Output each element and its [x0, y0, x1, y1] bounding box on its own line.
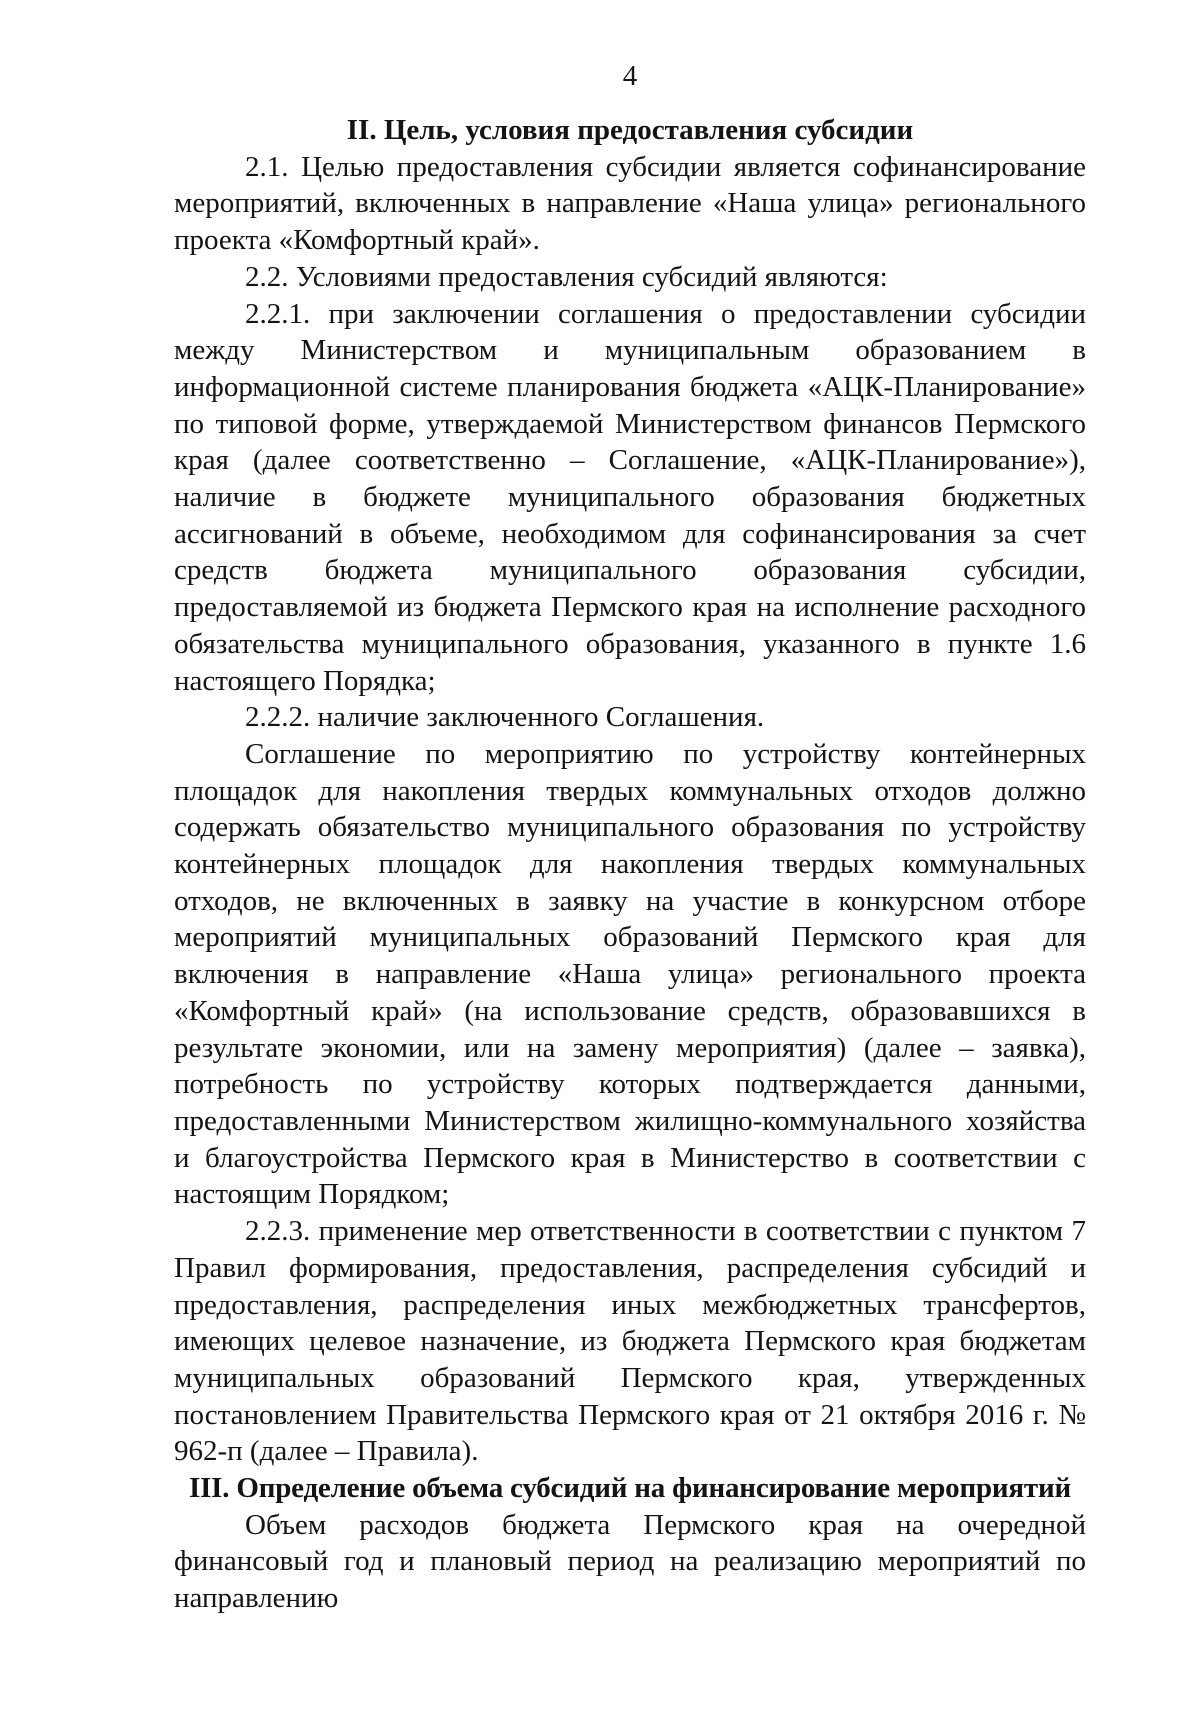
- paragraph-2-2-1: 2.2.1. при заключении соглашения о предоставлении субсидии между Министерством и муниципальным образованием в информационной системе планирования бюджета «АЦК-Планирование» по типовой форме, утверждаемой Министерством финансов Пермского края (далее соответственно – Соглашение, «АЦК-Планирование»), наличие в бюджете муниципального образования бюджетных ассигнований в объеме, необходимом для софинансирования за счет средств бюджета муниципального образования субсидии, предоставляемой из бюджета Пермского края на исполнение расходного обязательства муниципального образования, указанного в пункте 1.6 настоящего Порядка;: [174, 297, 1086, 697]
- page-number: 4: [622, 60, 638, 92]
- section-2-heading: II. Цель, условия предоставления субсидии: [346, 114, 914, 146]
- paragraph-2-2-3: 2.2.3. применение мер ответственности в соответствии с пунктом 7 Правил формирования, предоставления, распределения субсидий и предоставления, распределения иных межбюджетных трансфертов, имеющих целевое назначение, из бюджета Пермского края бюджетам муниципальных образований Пермского края, утвержденных постановлением Правительства Пермского края от 21 октября 2016 г. № 962-п (далее – Правила).: [174, 1215, 1086, 1468]
- document-body: [174, 112, 1086, 1617]
- paragraph-3-intro: Объем расходов бюджета Пермского края на очередной финансовый год и плановый период на реализацию мероприятий по направлению: [174, 1508, 1086, 1615]
- paragraph-agreement-obligation: Соглашение по мероприятию по устройству контейнерных площадок для накопления твердых коммунальных отходов должно содержать обязательство муниципального образования по устройству контейнерных площадок для накопления твердых коммунальных отходов, не включенных в заявку на участие в конкурсном отборе мероприятий муниципальных образований Пермского края для включения в направление «Наша улица» регионального проекта «Комфортный край» (на использование средств, образовавшихся в результате экономии, или на замену мероприятия) (далее – заявка), потребность по устройству которых подтверждается данными, предоставленными Министерством жилищно-коммунального хозяйства и благоустройства Пермского края в Министерство в соответствии с настоящим Порядком;: [174, 737, 1086, 1211]
- section-3-heading: III. Определение объема субсидий на финансирование мероприятий: [189, 1472, 1071, 1505]
- paragraph-2-2: 2.2. Условиями предоставления субсидий являются:: [245, 260, 888, 293]
- paragraph-2-1: 2.1. Целью предоставления субсидии является софинансирование мероприятий, включенных в направление «Наша улица» регионального проекта «Комфортный край».: [174, 150, 1086, 257]
- paragraph-2-2-2: 2.2.2. наличие заключенного Соглашения.: [245, 701, 765, 734]
